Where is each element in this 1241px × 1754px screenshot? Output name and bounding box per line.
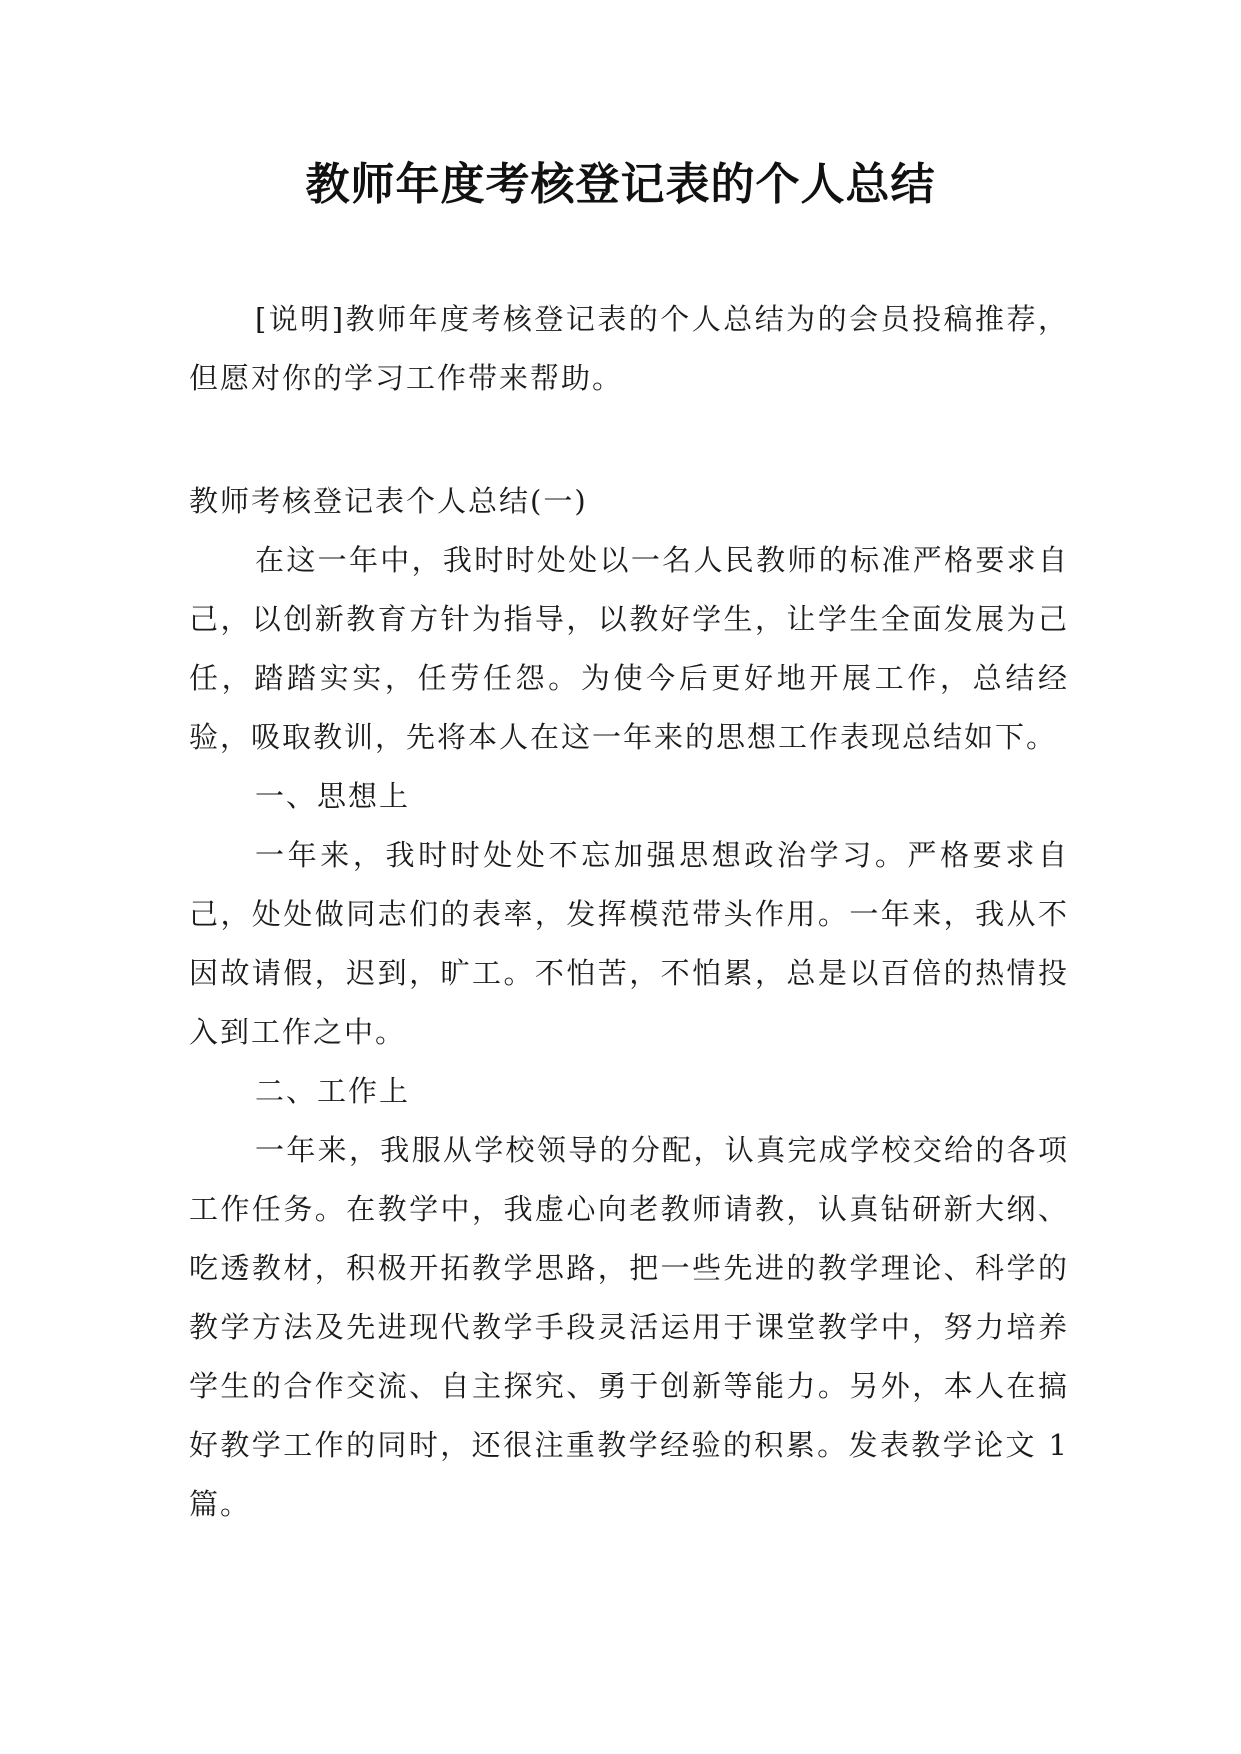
section-heading: 教师考核登记表个人总结(一): [189, 484, 588, 518]
document-title: 教师年度考核登记表的个人总结: [305, 159, 936, 210]
subheading-thought: 一、思想上: [255, 779, 411, 813]
body-paragraph: 一年来，我时时处处不忘加强思想政治学习。严格要求自己，处处做同志们的表率，发挥模范带头作用。一年来，我从不因故请假，迟到，旷工。不怕苦，不怕累，总是以百倍的热情投入到工作之中。: [189, 838, 1069, 1049]
subheading-work: 二、工作上: [255, 1074, 411, 1108]
document-body: [189, 290, 1069, 1534]
body-paragraph: 在这一年中，我时时处处以一名人民教师的标准严格要求自己，以创新教育方针为指导，以教好学生，让学生全面发展为己任，踏踏实实，任劳任怨。为使今后更好地开展工作，总结经验，吸取教训，先将本人在这一年来的思想工作表现总结如下。: [189, 543, 1069, 754]
spacer: [189, 408, 1069, 472]
body-paragraph: 一年来，我服从学校领导的分配，认真完成学校交给的各项工作任务。在教学中，我虚心向老教师请教，认真钻研新大纲、吃透教材，积极开拓教学思路，把一些先进的教学理论、科学的教学方法及先进现代教学手段灵活运用于课堂教学中，努力培养学生的合作交流、自主探究、勇于创新等能力。另外，本人在搞好教学工作的同时，还很注重教学经验的积累。发表教学论文 1 篇。: [189, 1133, 1069, 1521]
intro-paragraph: [说明]教师年度考核登记表的个人总结为的会员投稿推荐，但愿对你的学习工作带来帮助。: [189, 302, 1069, 395]
